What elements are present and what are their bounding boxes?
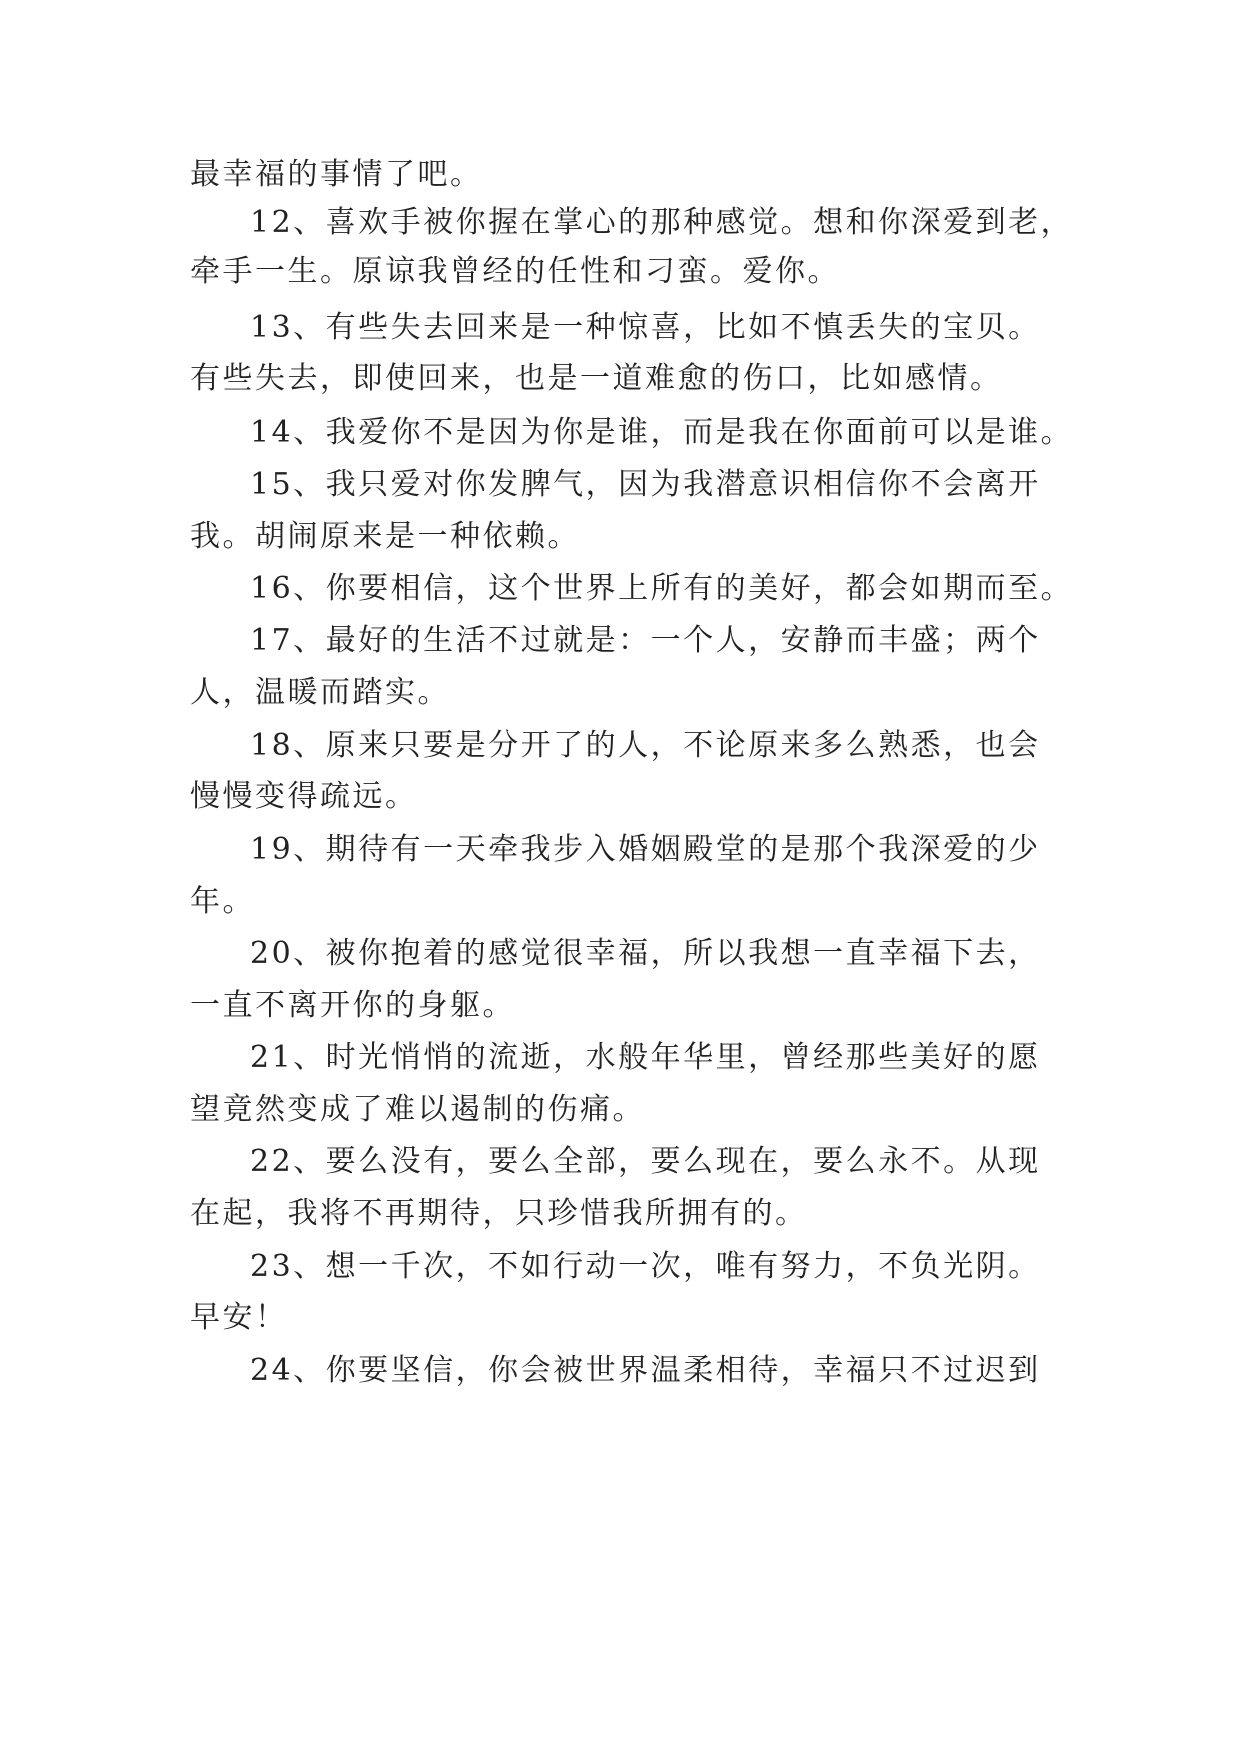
text-line: 牵手一生。原谅我曾经的任性和刁蛮。爱你。 [190, 254, 840, 289]
text-line: 人，温暖而踏实。 [190, 675, 450, 710]
paragraph-12-start: 12、喜欢手被你握在掌心的那种感觉。想和你深爱到老， [250, 205, 1074, 240]
text-line: 慢慢变得疏远。 [190, 779, 418, 814]
paragraph-16-start: 16、你要相信，这个世界上所有的美好，都会如期而至。 [250, 571, 1074, 606]
text-line: 一直不离开你的身躯。 [190, 988, 515, 1023]
paragraph-20-start: 20、被你抱着的感觉很幸福，所以我想一直幸福下去， [250, 936, 1041, 971]
text-line: 最幸福的事情了吧。 [190, 157, 483, 192]
paragraph-24-start: 24、你要坚信，你会被世界温柔相待，幸福只不过迟到 [250, 1353, 1041, 1388]
paragraph-18-start: 18、原来只要是分开了的人，不论原来多么熟悉，也会 [250, 728, 1041, 763]
paragraph-19-start: 19、期待有一天牵我步入婚姻殿堂的是那个我深爱的少 [250, 832, 1041, 867]
text-line: 年。 [190, 884, 255, 919]
text-line: 在起，我将不再期待，只珍惜我所拥有的。 [190, 1196, 808, 1231]
text-line: 早安！ [190, 1300, 288, 1335]
paragraph-21-start: 21、时光悄悄的流逝，水般年华里，曾经那些美好的愿 [250, 1040, 1041, 1075]
paragraph-23-start: 23、想一千次，不如行动一次，唯有努力，不负光阴。 [250, 1249, 1041, 1284]
paragraph-17-start: 17、最好的生活不过就是：一个人，安静而丰盛；两个 [250, 623, 1041, 658]
paragraph-22-start: 22、要么没有，要么全部，要么现在，要么永不。从现 [250, 1144, 1041, 1179]
paragraph-13-start: 13、有些失去回来是一种惊喜，比如不慎丢失的宝贝。 [250, 310, 1041, 345]
paragraph-14-start: 14、我爱你不是因为你是谁，而是我在你面前可以是谁。 [250, 415, 1074, 450]
text-line: 望竟然变成了难以遏制的伤痛。 [190, 1092, 645, 1127]
paragraph-15-start: 15、我只爱对你发脾气，因为我潜意识相信你不会离开 [250, 467, 1041, 502]
text-line: 有些失去，即使回来，也是一道难愈的伤口，比如感情。 [190, 361, 1003, 396]
text-line: 我。胡闹原来是一种依赖。 [190, 519, 580, 554]
